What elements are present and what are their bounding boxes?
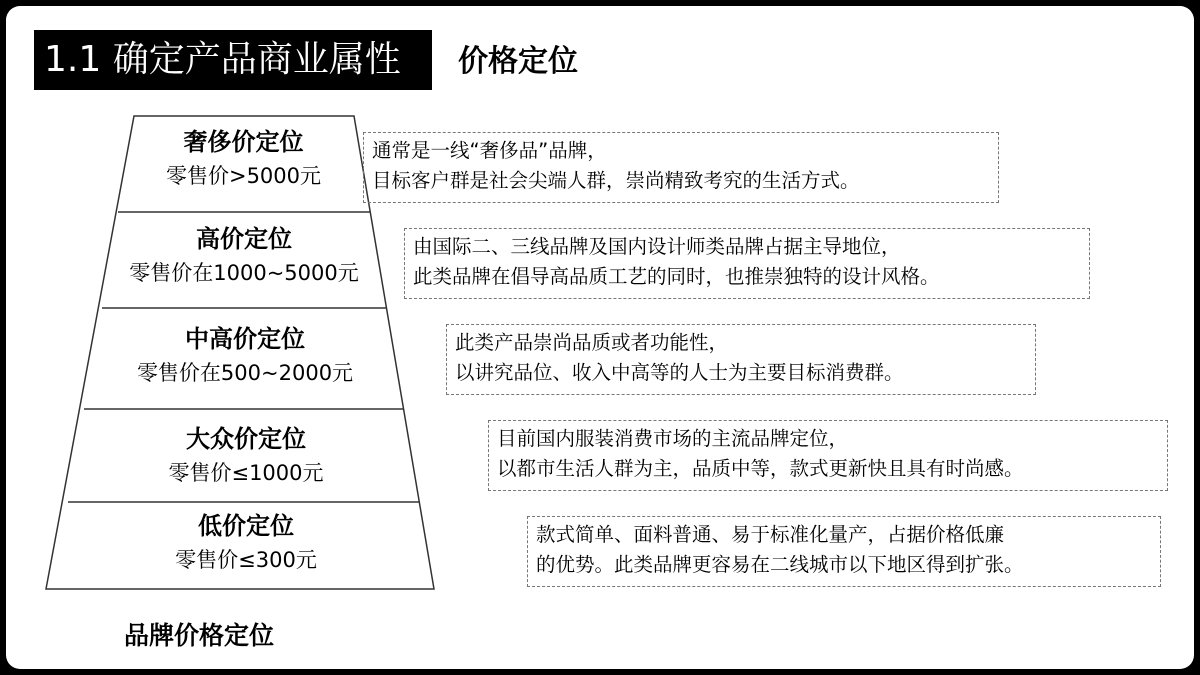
tier-mass: [96, 424, 396, 488]
slide: [6, 6, 1194, 669]
tier-low: [86, 511, 406, 575]
desc-line: 通常是一线“奢侈品”品牌，: [372, 139, 607, 162]
desc-line: 目前国内服装消费市场的主流品牌定位，: [497, 427, 849, 450]
desc-line: 以都市生活人群为主，品质中等，款式更新快且具有时尚感。: [497, 457, 1024, 480]
desc-box-low: [527, 516, 1161, 587]
desc-line: 由国际二、三线品牌及国内设计师类品牌占据主导地位，: [413, 235, 901, 258]
tier-price: 零售价≤1000元: [168, 461, 324, 485]
section-title: 1.1 确定产品商业属性: [34, 30, 432, 90]
desc-box-high: [404, 228, 1090, 299]
desc-box-mass: [488, 420, 1168, 491]
tier-name: 高价定位: [196, 225, 292, 253]
desc-line: 以讲究品位、收入中高等的人士为主要目标消费群。: [455, 361, 904, 384]
tier-luxury: [136, 127, 351, 191]
desc-box-mid-high: [446, 324, 1036, 395]
pyramid-caption: 品牌价格定位: [124, 621, 275, 650]
desc-box-luxury: [363, 132, 999, 203]
tier-high: [119, 224, 369, 288]
tier-price: 零售价≤300元: [175, 548, 317, 572]
desc-line: 款式简单、面料普通、易于标准化量产，占据价格低廉: [536, 523, 1005, 546]
tier-name: 中高价定位: [185, 325, 305, 353]
desc-line: 此类品牌在倡导高品质工艺的同时，也推崇独特的设计风格。: [413, 265, 940, 288]
tier-mid-high: [106, 324, 384, 388]
tier-price: 零售价在500~2000元: [136, 361, 354, 385]
tier-name: 大众价定位: [186, 425, 306, 453]
tier-price: 零售价在1000~5000元: [129, 261, 359, 285]
desc-line: 目标客户群是社会尖端人群，崇尚精致考究的生活方式。: [372, 169, 860, 192]
subtitle: 价格定位: [458, 44, 578, 79]
tier-name: 低价定位: [198, 512, 294, 540]
desc-line: 此类产品崇尚品质或者功能性，: [455, 331, 729, 354]
tier-price: 零售价>5000元: [165, 164, 322, 188]
desc-line: 的优势。此类品牌更容易在二线城市以下地区得到扩张。: [536, 553, 1024, 576]
tier-name: 奢侈价定位: [183, 128, 304, 156]
